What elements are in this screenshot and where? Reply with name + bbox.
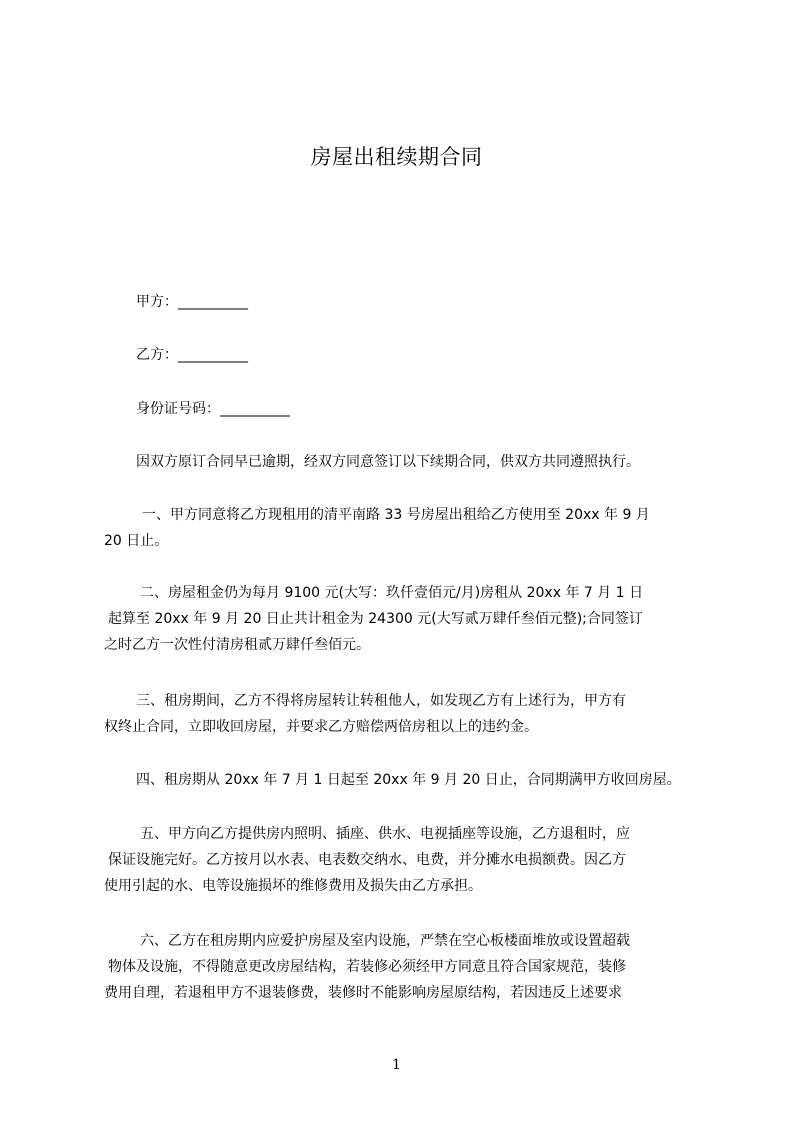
party-b-field: 乙方：__________ bbox=[136, 347, 248, 363]
clause-4-line-1: 四、租房期从 20xx 年 7 月 1 日起至 20xx 年 9 月 20 日止，合同期满甲方收回房屋。 bbox=[136, 772, 681, 788]
intro-line: 因双方原订合同早已逾期，经双方同意签订以下续期合同，供双方共同遵照执行。 bbox=[136, 454, 640, 470]
clause-6-line-1: 六、乙方在租房期内应爱护房屋及室内设施，严禁在空心板楼面堆放或设置超载 bbox=[140, 933, 630, 949]
clause-2-line-2: 起算至 20xx 年 9 月 20 日止共计租金为 24300 元(大写贰万肆仟叁佰元整);合同签订 bbox=[108, 611, 643, 627]
clause-2-line-3: 之时乙方一次性付清房租贰万肆仟叁佰元。 bbox=[104, 637, 370, 653]
clause-1-line-2: 20 日止。 bbox=[104, 533, 169, 549]
clause-2 bbox=[104, 580, 719, 658]
intro-paragraph bbox=[136, 449, 736, 475]
clause-6-line-3: 费用自理，若退租甲方不退装修费，装修时不能影响房屋原结构，若因违反上述要求 bbox=[104, 985, 622, 1001]
id-number-field: 身份证号码：__________ bbox=[136, 401, 290, 417]
clause-6-line-2: 物体及设施，不得随意更改房屋结构，若装修必须经甲方同意且符合国家规范，装修 bbox=[108, 959, 626, 975]
clause-3 bbox=[104, 688, 719, 740]
clause-5-line-1: 五、甲方向乙方提供房内照明、插座、供水、电视插座等设施，乙方退租时，应 bbox=[140, 826, 630, 842]
clause-2-line-1: 二、房屋租金仍为每月 9100 元(大写：玖仟壹佰元/月)房租从 20xx 年 7 月 1 日 bbox=[140, 585, 644, 601]
clause-6 bbox=[104, 928, 719, 1006]
clause-3-line-1: 三、租房期间，乙方不得将房屋转让转租他人，如发现乙方有上述行为，甲方有 bbox=[136, 693, 626, 709]
clause-3-line-2: 权终止合同，立即收回房屋，并要求乙方赔偿两倍房租以上的违约金。 bbox=[104, 719, 538, 735]
party-a-field: 甲方：__________ bbox=[136, 294, 248, 310]
clause-5-line-3: 使用引起的水、电等设施损坏的维修费用及损失由乙方承担。 bbox=[104, 878, 482, 894]
clause-5 bbox=[104, 821, 719, 899]
page-number: 1 bbox=[392, 1057, 401, 1073]
clause-5-line-2: 保证设施完好。乙方按月以水表、电表数交纳水、电费，并分摊水电损额费。因乙方 bbox=[108, 852, 626, 868]
clause-4 bbox=[104, 767, 724, 793]
clause-1 bbox=[104, 502, 719, 554]
clause-1-line-1: 一、甲方同意将乙方现租用的清平南路 33 号房屋出租给乙方使用至 20xx 年 9 月 bbox=[142, 507, 650, 523]
contract-title: 房屋出租续期合同 bbox=[310, 145, 483, 169]
